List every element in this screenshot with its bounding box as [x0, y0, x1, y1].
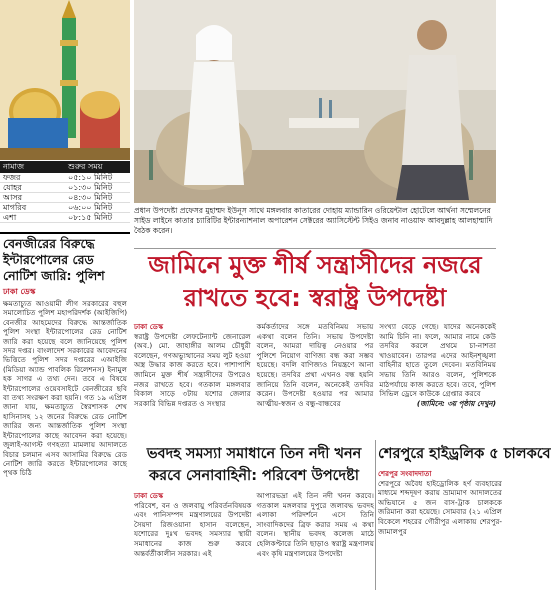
main-article — [134, 322, 496, 430]
prayer-name: আসর — [3, 193, 23, 202]
prayer-time: ০৬:০০ মিনিট — [68, 203, 113, 212]
article-text: সংখ্যা বেড়ে গেছে। যাদের অনেককেই আমি চিনি না। ফলে, আমার নামে কেউ তদবির করলে প্রথমে চা-নাশতা খাওয়াবেন। তারপর এদের আইনশৃঙ্খলা বাহিনীর হাতে তুলে দেবেন। মতবিনিময় সভায় তিনি আরও বলেন, পুলিশকে মাঠপর্যায়ে কাজ করতে হবে। তবে, পুলিশ সিভিল ড্রেসে কাউকে গ্রেপ্তার করবে — [379, 322, 497, 399]
photo-caption: প্রধান উপদেষ্টা প্রফেসর মুহাম্মদ ইউনূস সাথে মঙ্গলবার কাতারের দোহায় ম্যান্ডারিন ওরিয়েন্টাল হোটেলে আর্থনা সম্মেলনের সাইড লাইনে কাতার চ্যারিটির ইন্টারন্যাশনাল অপারেশন সেক্টরের অ্যাসিস্টেন্ট সিইও জনাব নাওয়াফ আবদুল্লাহ আলহাম্মাদি বৈঠক করেন। — [134, 206, 493, 235]
prayer-time: ০৮:১৫ মিনিট — [68, 213, 113, 222]
story2-columns — [134, 491, 374, 576]
article-column-1 — [134, 322, 251, 430]
left-column — [0, 0, 130, 596]
prayer-table-header — [0, 161, 130, 173]
prayer-name: এশা — [3, 213, 17, 222]
story3-body — [378, 469, 502, 559]
article-column-2 — [257, 322, 374, 430]
story2-text: পরিবেশ, বন ও জলবায়ু পরিবর্তনবিষয়ক এবং পানিসম্পদ মন্ত্রণালয়ের উপদেষ্টা সৈয়দা রিজওয়ানা হাসান বলেছেন, যশোরের দুঃখ ভবদহ সমস্যার স্থায়ী সমাধানের কাজ শুরু করবে অন্তর্বর্তীকালীন সরকার। এই — [134, 500, 252, 558]
story2-dateline: ঢাকা ডেস্ক — [134, 491, 164, 500]
meeting-photo-icon — [134, 0, 496, 203]
article-column-3 — [379, 322, 496, 430]
prayer-name: যোহর — [3, 183, 22, 192]
prayer-time: ০৫:১০ মিনিট — [68, 173, 113, 182]
continued-note: (জামিনে: ৩য় পৃষ্ঠায় দেখুন) — [416, 398, 497, 408]
story2-headline: ভবদহ সমস্যা সমাধানে তিন নদী খনন করবে সেনাবাহিনী: পরিবেশ উপদেষ্টা — [146, 446, 362, 484]
article-text: স্বরাষ্ট্র উপদেষ্টা লেফটেন্যান্ট জেনারেল (অব.) মো. জাহাঙ্গীর আলম চৌধুরী বলেছেন, গণঅভ্যুত্থানের সময় লুট হওয়া অস্ত্র উদ্ধার কাজ করতে হবে। পাশাপাশি জামিনে মুক্ত শীর্ষ সন্ত্রাসীদের উপরেও নজর রাখতে হবে। গতকাল মঙ্গলবার বিকাল সাড়ে ৩টায় যশোর জেলার সরকারি বিভিন্ন দপ্তরত ও সংস্থার — [134, 331, 251, 408]
story3-headline: শেরপুরে হাইড্রলিক ৫ চালকবে — [378, 446, 551, 462]
column-divider — [375, 440, 376, 590]
prayer-row — [0, 193, 130, 203]
left-story-headline: বেনজীরের বিরুদ্ধে ইন্টারপোলের রেড নোটিশ জারি: পুলিশ — [0, 232, 130, 286]
left-story-dateline: ঢাকা ডেস্ক — [3, 287, 36, 296]
story2-column-1 — [134, 491, 252, 576]
article-text: কর্মকর্তাদের সঙ্গে মতবিনিময় সভায় একথা বলেন তিনি। সভায় উপদেষ্টা বলেন, আমরা দায়িত্ব নেওয়ার পর পুলিশে নিয়োগ বাণিজ্য বন্ধ করা সম্ভব হয়েছে। বদলি বাণিজ্যও নিয়ন্ত্রণে আনা হয়েছে। তদবির প্রথা এখনও বন্ধ হয়নি জানিয়ে তিনি বলেন, অনেকেই তদবির করেন। উপদেষ্টা হওয়ার পর আমার আত্মীয়-স্বজন ও বন্ধু-বান্ধবের — [256, 322, 374, 408]
story-bhabodoho — [134, 443, 374, 576]
prayer-name: ফজর — [3, 173, 21, 182]
prayer-time: ০৪:৩০ মিনিট — [68, 193, 113, 202]
story3-dateline: শেরপুর সংবাদদাতা — [378, 469, 432, 478]
prayer-times-table — [0, 161, 130, 223]
story-sherpur — [378, 443, 551, 559]
prayer-time: ০১:৩০ মিনিট — [68, 183, 113, 192]
left-story — [0, 232, 130, 478]
main-headline: জামিনে মুক্ত শীর্ষ সন্ত্রাসীদের নজরে রাখতে হবে: স্বরাষ্ট্র উপদেষ্টা — [134, 248, 496, 318]
prayer-row — [0, 203, 130, 213]
prayer-header-time: শুরুর সময় — [68, 162, 103, 171]
story2-text: আপারভদ্রা এই তিন নদী খনন করবে। গতকাল মঙ্গলবার দুপুরে জলাবদ্ধ ভবদহ এলাকা পরিদর্শনে এসে তিনি সাংবাদিকদের ব্রিফ করার সময় এ কথা বলেন। স্থানীয় ভবদহ কলেজ মাঠে হেলিকপ্টারে তিনি ছাড়াও স্বরাষ্ট্র মন্ত্রণালয় এবং কৃষি মন্ত্রণালয়ের উপদেষ্টা — [256, 491, 374, 558]
prayer-row — [0, 173, 130, 183]
mosque-icon — [0, 0, 130, 160]
story2-column-2 — [257, 491, 375, 576]
story3-text: শেরপুরে অবৈধ হাইড্রোলিক হর্ণ ব্যবহারের মাধ্যমে শব্দদূষণ করায় ভ্রাম্যমাণ আদালতের অভিযানে ৫ জন বাস-ট্রাক চালককে জরিমানা করা হয়েছে। সোমবার (২১ এপ্রিল বিকেলে শহরের গৌরীপুর এলাকায় শেরপুর-জামালপুর — [378, 478, 502, 536]
mosque-illustration — [0, 0, 130, 160]
prayer-row — [0, 213, 130, 223]
main-dateline: ঢাকা ডেস্ক — [134, 322, 164, 331]
news-photo — [134, 0, 496, 203]
prayer-header-name: নামাজ — [3, 162, 25, 171]
left-story-body: ক্ষমতাচ্যুত আওয়ামী লীগ সরকারের বহুল সমালোচিত পুলিশ মহাপরিদর্শক (আইজিপি) বেনজীর আহমেদের বিরুদ্ধে আন্তর্জাতিক পুলিশ সংস্থা ইন্টারপোলের রেড নোটিশ জারি করা হয়েছে বলে জানিয়েছে পুলিশ সদর দপ্তর। বাংলাদেশ সরকারের আবেদনের ভিত্তিতে পুলিশ সদর দপ্তরের এআইজি (মিডিয়া অ্যান্ড পাবলিক রিলেশনস) ইনামুল হক সাগর এ তথ্য দেন। তবে এ বিষয়ে ইন্টারপোলের ওয়েবসাইটে বেনজীরের ছবি বা তথ্য সংরক্ষণ করা হয়নি। গত ১৯ এপ্রিল জানা যায়, ক্ষমতাচ্যুত স্বৈরশাসক শেখ হাসিনাসহ ১২ জনের বিরুদ্ধে রেড নোটিশ জারির জন্য আন্তর্জাতিক পুলিশ সংস্থা ইন্টারপোলের কাছে আবেদন করা হয়েছে। জুলাই-আগস্ট গণহত্যা মামলায় আদালতে বিচার চলমান এসব আসামির বিরুদ্ধে রেড নোটিশ জারি করতে ইন্টারপোলের কাছে পৃথক চিঠি — [3, 299, 127, 478]
prayer-name: মাগরিব — [3, 203, 27, 212]
prayer-row — [0, 183, 130, 193]
